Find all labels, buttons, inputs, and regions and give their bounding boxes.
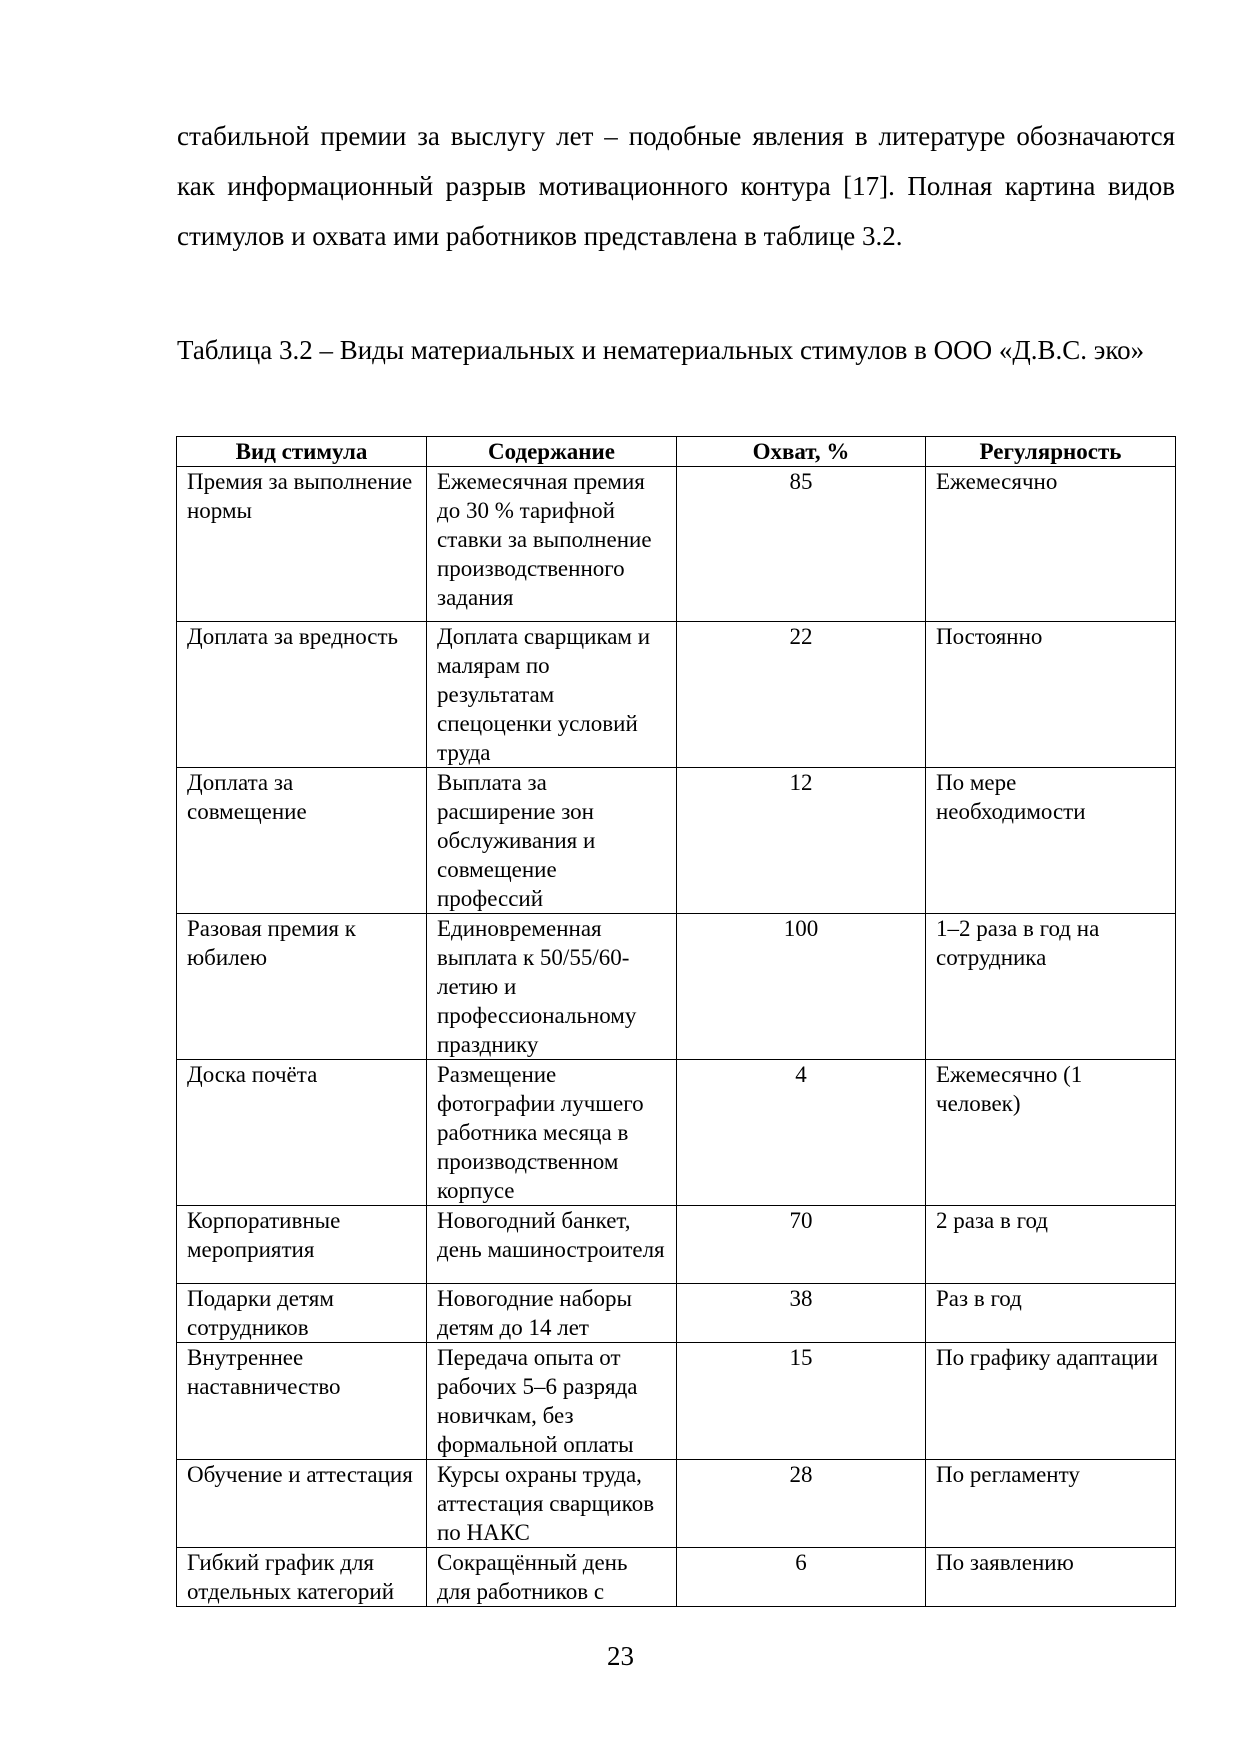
cell-content: Ежемесячная премия до 30 % тарифной ставки за выполнение производственного задания bbox=[427, 467, 677, 622]
cell-content: Доплата сварщикам и малярам по результатам спецоценки условий труда bbox=[427, 622, 677, 768]
cell-coverage: 70 bbox=[677, 1206, 926, 1284]
cell-type: Доплата за совмещение bbox=[177, 768, 427, 914]
header-coverage: Охват, % bbox=[677, 437, 926, 467]
cell-content: Новогодний банкет, день машиностроителя bbox=[427, 1206, 677, 1284]
table-row bbox=[177, 914, 1176, 1060]
table-row bbox=[177, 1460, 1176, 1548]
cell-type: Доска почёта bbox=[177, 1060, 427, 1206]
stimulus-table bbox=[176, 436, 1176, 1607]
cell-coverage: 12 bbox=[677, 768, 926, 914]
table-row bbox=[177, 1284, 1176, 1343]
cell-content: Сокращённый день для работников с bbox=[427, 1548, 677, 1607]
cell-content: Новогодние наборы детям до 14 лет bbox=[427, 1284, 677, 1343]
cell-coverage: 100 bbox=[677, 914, 926, 1060]
cell-regularity: По регламенту bbox=[926, 1460, 1176, 1548]
cell-regularity: По графику адаптации bbox=[926, 1343, 1176, 1460]
cell-type: Корпоративные мероприятия bbox=[177, 1206, 427, 1284]
header-regularity: Регулярность bbox=[926, 437, 1176, 467]
cell-regularity: По заявлению bbox=[926, 1548, 1176, 1607]
table-row bbox=[177, 1343, 1176, 1460]
table-caption: Таблица 3.2 – Виды материальных и нематериальных стимулов в ООО «Д.В.С. эко» bbox=[177, 335, 1145, 365]
cell-content: Передача опыта от рабочих 5–6 разряда новичкам, без формальной оплаты bbox=[427, 1343, 677, 1460]
cell-regularity: По мере необходимости bbox=[926, 768, 1176, 914]
cell-regularity: 2 раза в год bbox=[926, 1206, 1176, 1284]
cell-coverage: 85 bbox=[677, 467, 926, 622]
cell-type: Внутреннее наставничество bbox=[177, 1343, 427, 1460]
table-row bbox=[177, 1060, 1176, 1206]
cell-content: Выплата за расширение зон обслуживания и совмещение профессий bbox=[427, 768, 677, 914]
header-content: Содержание bbox=[427, 437, 677, 467]
cell-type: Гибкий график для отдельных категорий bbox=[177, 1548, 427, 1607]
cell-coverage: 28 bbox=[677, 1460, 926, 1548]
table-row bbox=[177, 622, 1176, 768]
header-type: Вид стимула bbox=[177, 437, 427, 467]
cell-type: Подарки детям сотрудников bbox=[177, 1284, 427, 1343]
page-number: 23 bbox=[607, 1641, 634, 1671]
cell-regularity: Ежемесячно bbox=[926, 467, 1176, 622]
cell-type: Премия за выполнение нормы bbox=[177, 467, 427, 622]
cell-type: Разовая премия к юбилею bbox=[177, 914, 427, 1060]
cell-coverage: 38 bbox=[677, 1284, 926, 1343]
cell-regularity: 1–2 раза в год на сотрудника bbox=[926, 914, 1176, 1060]
table-row bbox=[177, 768, 1176, 914]
cell-type: Обучение и аттестация bbox=[177, 1460, 427, 1548]
cell-coverage: 4 bbox=[677, 1060, 926, 1206]
cell-regularity: Постоянно bbox=[926, 622, 1176, 768]
table-row bbox=[177, 1548, 1176, 1607]
cell-content: Размещение фотографии лучшего работника месяца в производственном корпусе bbox=[427, 1060, 677, 1206]
table-header-row bbox=[177, 437, 1176, 467]
table-row bbox=[177, 1206, 1176, 1284]
table-row bbox=[177, 467, 1176, 622]
cell-coverage: 15 bbox=[677, 1343, 926, 1460]
cell-coverage: 22 bbox=[677, 622, 926, 768]
cell-regularity: Раз в год bbox=[926, 1284, 1176, 1343]
cell-content: Единовременная выплата к 50/55/60-летию и профессиональному празднику bbox=[427, 914, 677, 1060]
body-paragraph: стабильной премии за выслугу лет – подобные явления в литературе обозначаются как информационный разрыв мотивационного контура [17]. Полная картина видов стимулов и охвата ими работников представлена в таблице 3.2. bbox=[177, 121, 1175, 251]
cell-type: Доплата за вредность bbox=[177, 622, 427, 768]
cell-regularity: Ежемесячно (1 человек) bbox=[926, 1060, 1176, 1206]
cell-coverage: 6 bbox=[677, 1548, 926, 1607]
cell-content: Курсы охраны труда, аттестация сварщиков по НАКС bbox=[427, 1460, 677, 1548]
